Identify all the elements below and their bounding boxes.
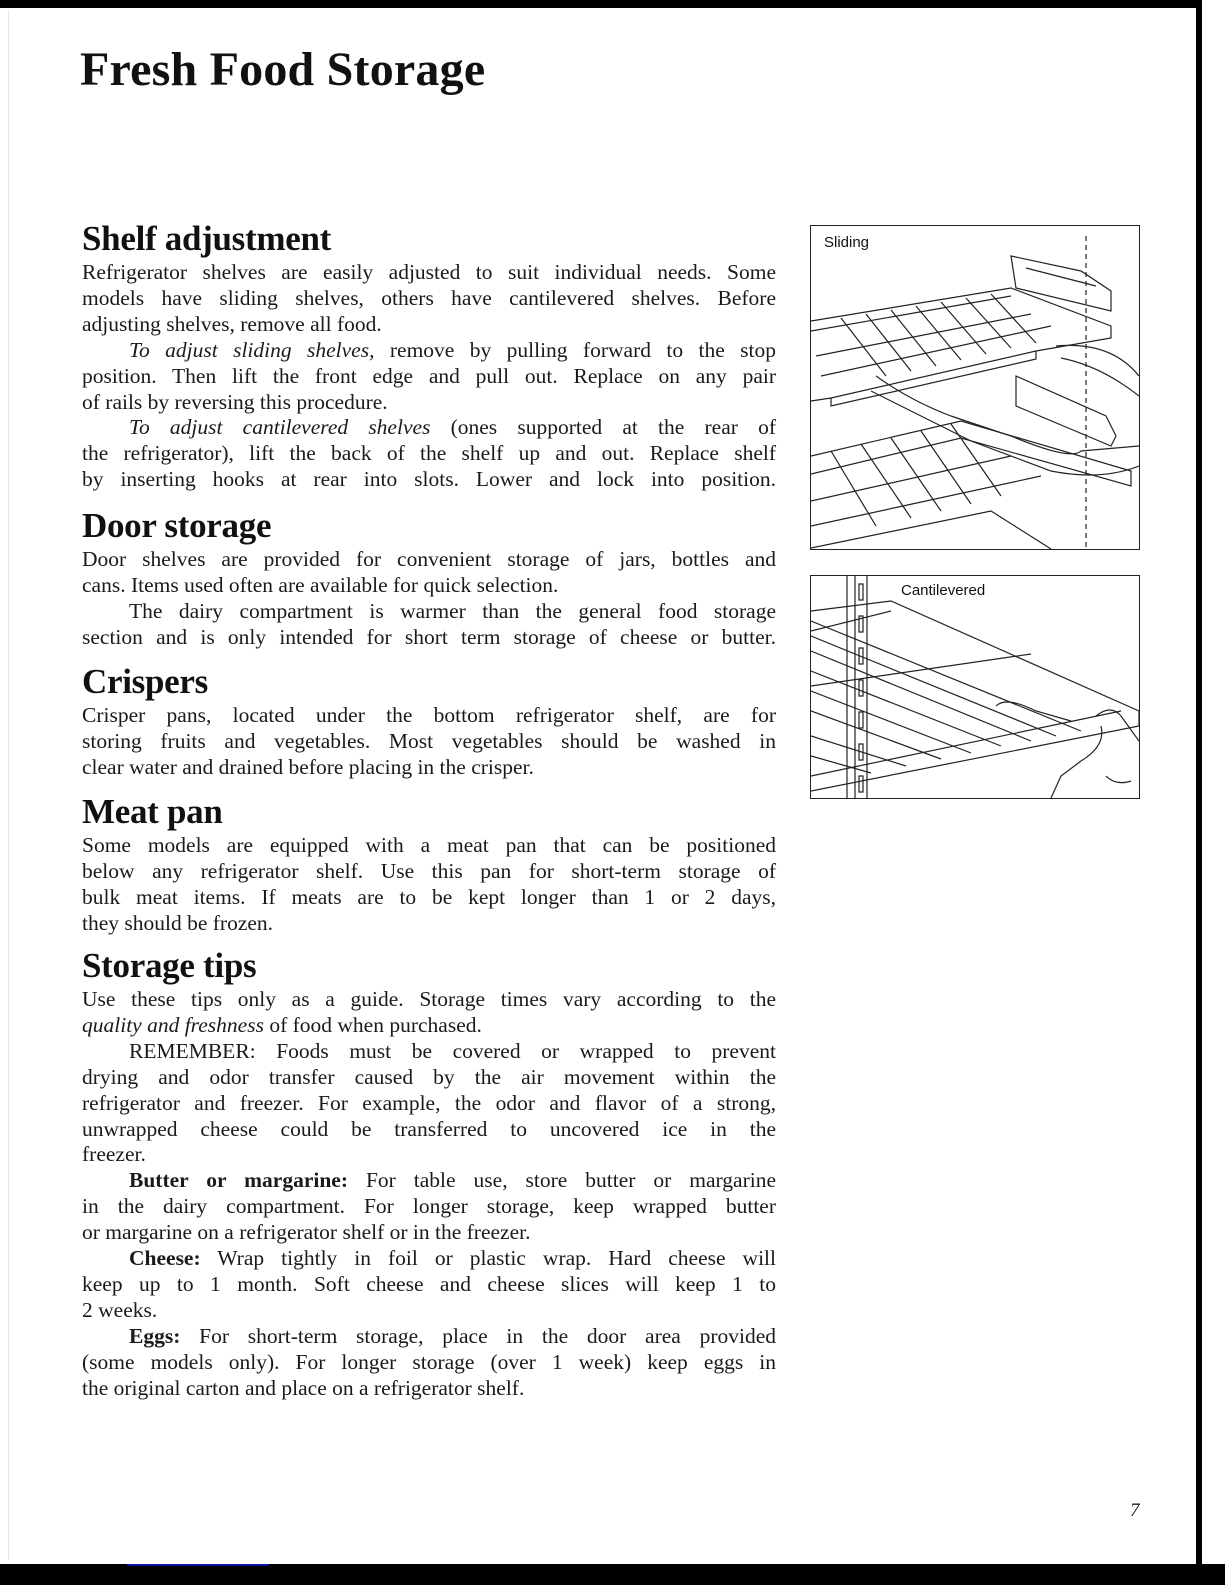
text-line [82,1246,776,1272]
right-edge [1202,0,1225,1585]
sliding-shelf-illustration-icon [811,226,1139,549]
bold-label-cheese: Cheese: [129,1246,201,1271]
text-line: bulk meat items. If meats are to be kept longer than 1 or 2 days, [82,884,776,909]
text: Wrap tightly in foil or plastic wrap. Hard cheese will [200,1246,776,1271]
italic-lead: To adjust sliding shelves, [129,337,375,362]
scan-artifact [127,1564,269,1566]
text-line: by inserting hooks at rear into slots. Lower and lock into position. [82,467,776,492]
text-line: in the dairy compartment. For longer storage, keep wrapped butter [82,1194,776,1219]
page-number: 7 [1130,1500,1140,1521]
page-title: Fresh Food Storage [80,43,486,96]
text: (ones supported at the rear of [430,415,776,440]
bottom-border [0,1564,1225,1585]
figure-cantilevered-shelf [810,575,1140,799]
text-line: cans. Items used often are available for quick selection. [82,572,559,597]
figure-label-sliding: Sliding [824,234,870,251]
text-line: The dairy compartment is warmer than the general food storage [129,598,776,623]
section-meat-pan [82,791,776,937]
text-line: unwrapped cheese could be transferred to uncovered ice in the [82,1116,776,1141]
section-storage-tips [82,945,776,1402]
text-line [82,338,776,364]
text-line: of rails by reversing this procedure. [82,389,388,414]
paragraph [82,260,776,338]
text-line: adjusting shelves, remove all food. [82,311,382,336]
text-line: freezer. [82,1142,146,1167]
text: remove by pulling forward to the stop [374,337,776,362]
heading-crispers: Crispers [82,662,208,701]
text-line: Crisper pans, located under the bottom refrigerator shelf, are for [82,703,776,727]
top-border [0,0,1212,8]
text: For short-term storage, place in the door area provided [180,1323,776,1348]
left-margin-rule [8,10,9,1560]
bold-label-eggs: Eggs: [129,1323,181,1348]
text-line: (some models only). For longer storage (over 1 week) keep eggs in [82,1349,776,1374]
figure-label-cantilevered: Cantilevered [901,582,986,599]
heading-storage-tips: Storage tips [82,946,257,985]
text-line: Door shelves are provided for convenient storage of jars, bottles and [82,547,776,571]
text-line: the original carton and place on a refrigerator shelf. [82,1375,525,1400]
text-line: below any refrigerator shelf. Use this pan for short-term storage of [82,858,776,883]
cantilevered-shelf-illustration-icon [811,576,1139,798]
text-line: REMEMBER: Foods must be covered or wrapped to prevent [129,1038,776,1063]
text-line: refrigerator and freezer. For example, the odor and flavor of a strong, [82,1090,776,1115]
section-door-storage [82,505,776,651]
text-line: they should be frozen. [82,910,274,935]
paragraph-cantilevered [82,415,776,493]
heading-shelf-adjustment: Shelf adjustment [82,219,331,258]
text-line [82,1324,776,1350]
text-line: position. Then lift the front edge and pull out. Replace on any pair [82,363,776,388]
bold-label-butter: Butter or margarine: [129,1168,349,1193]
heading-meat-pan: Meat pan [82,792,223,831]
text-line [82,415,776,441]
text-line [82,1168,776,1194]
text-line: keep up to 1 month. Soft cheese and cheese slices will keep 1 to [82,1271,776,1296]
paragraph-sliding [82,338,776,416]
text-line: models have sliding shelves, others have cantilevered shelves. Before [82,285,776,310]
italic-lead: To adjust cantilevered shelves [129,415,431,440]
text-line: Refrigerator shelves are easily adjusted to suit individual needs. Some [82,260,776,284]
heading-door-storage: Door storage [82,506,272,545]
text-line: storing fruits and vegetables. Most vegetables should be washed in [82,728,776,753]
text: of food when purchased. [263,1012,482,1037]
section-shelf-adjustment [82,218,776,493]
text-line: drying and odor transfer caused by the air movement within the [82,1064,776,1089]
text-line: or margarine on a refrigerator shelf or in the freezer. [82,1220,531,1245]
text-line: Use these tips only as a guide. Storage times vary according to the [82,987,776,1011]
text-line [82,1013,776,1039]
text-line: section and is only intended for short term storage of cheese or butter. [82,624,776,649]
figure-sliding-shelf [810,225,1140,550]
text: For table use, store butter or margarine [348,1168,776,1193]
italic-phrase: quality and freshness [82,1012,264,1037]
text-line: the refrigerator), lift the back of the shelf up and out. Replace shelf [82,441,776,466]
section-crispers [82,661,776,781]
text-line: 2 weeks. [82,1297,158,1322]
text-line: clear water and drained before placing in the crisper. [82,754,534,779]
text-line: Some models are equipped with a meat pan that can be positioned [82,833,776,857]
